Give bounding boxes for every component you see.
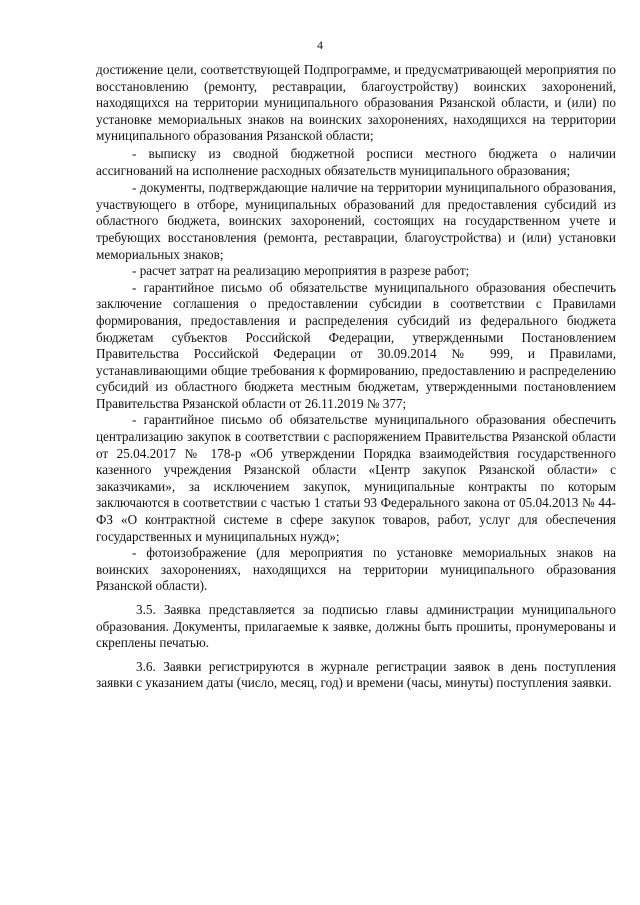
list-item-guarantee-letter-procurement: - гарантийное письмо об обязательстве муниципального образования обеспечить централизацию закупок в соответствии с распоряжением Правительства Рязанской области от 25.04.2017 № 178-р «Об утверждении Порядка взаимодействия государственного казенного учреждения Рязанской области «Центр закупок Рязанской области» с заказчиками», за исключением закупок, муниципальные контракты по которым заключаются в соответствии с частью 1 статьи 93 Федерального закона от 05.04.2013 № 44-ФЗ «О контрактной системе в сфере закупок товаров, работ, услуг для обеспечения государственных и муниципальных нужд»;	[96, 412, 616, 544]
list-item-documents: - документы, подтверждающие наличие на территории муниципального образования, участвующего в отборе, муниципальных образований для предоставления субсидий из областного бюджета, воинских захоронений, состоящих на государственном учете и требующих восстановления (ремонта, реставрации, благоустройства) и (или) установки мемориальных знаков;	[96, 180, 616, 262]
paragraph-3-5: 3.5. Заявка представляется за подписью главы администрации муниципального образования. Документы, прилагаемые к заявке, должны быть прошиты, пронумерованы и скреплены печатью.	[96, 602, 616, 651]
page-number: 4	[317, 38, 323, 52]
list-item-guarantee-letter-agreement: - гарантийное письмо об обязательстве муниципального образования обеспечить заключение соглашения о предоставлении субсидии в соответствии с Правилами формирования, предоставления и распределения субсидий из федерального бюджета бюджетам субъектов Российской Федерации, утвержденными Постановлением Правительства Российской Федерации от 30.09.2014 № 999, и Правилами, устанавливающими общие требования к формированию, предоставлению и распределению субсидий из областного бюджета местным бюджетам, утвержденными постановлением Правительства Рязанской области от 26.11.2019 № 377;	[96, 279, 616, 411]
paragraph-3-6: 3.6. Заявки регистрируются в журнале регистрации заявок в день поступления заявки с указанием даты (число, месяц, год) и времени (часы, минуты) поступления заявки.	[96, 658, 616, 691]
list-item-photo: - фотоизображение (для мероприятия по установке мемориальных знаков на воинских захоронениях, находящихся на территории муниципального образования Рязанской области).	[96, 545, 616, 594]
paragraph-intro: достижение цели, соответствующей Подпрограмме, и предусматривающей мероприятия по восстановлению (ремонту, реставрации, благоустройству) воинских захоронений, находящихся на территории муниципального образования Рязанской области, и (или) по установке мемориальных знаков на воинских захоронениях, находящихся на территории муниципального образования Рязанской области;	[96, 62, 616, 144]
list-item-cost-calculation: - расчет затрат на реализацию мероприятия в разрезе работ;	[132, 263, 470, 279]
document-body	[96, 62, 616, 692]
list-item-budget-extract: - выписку из сводной бюджетной росписи местного бюджета о наличии ассигнований на исполнение расходных обязательств муниципального образования;	[96, 145, 616, 178]
